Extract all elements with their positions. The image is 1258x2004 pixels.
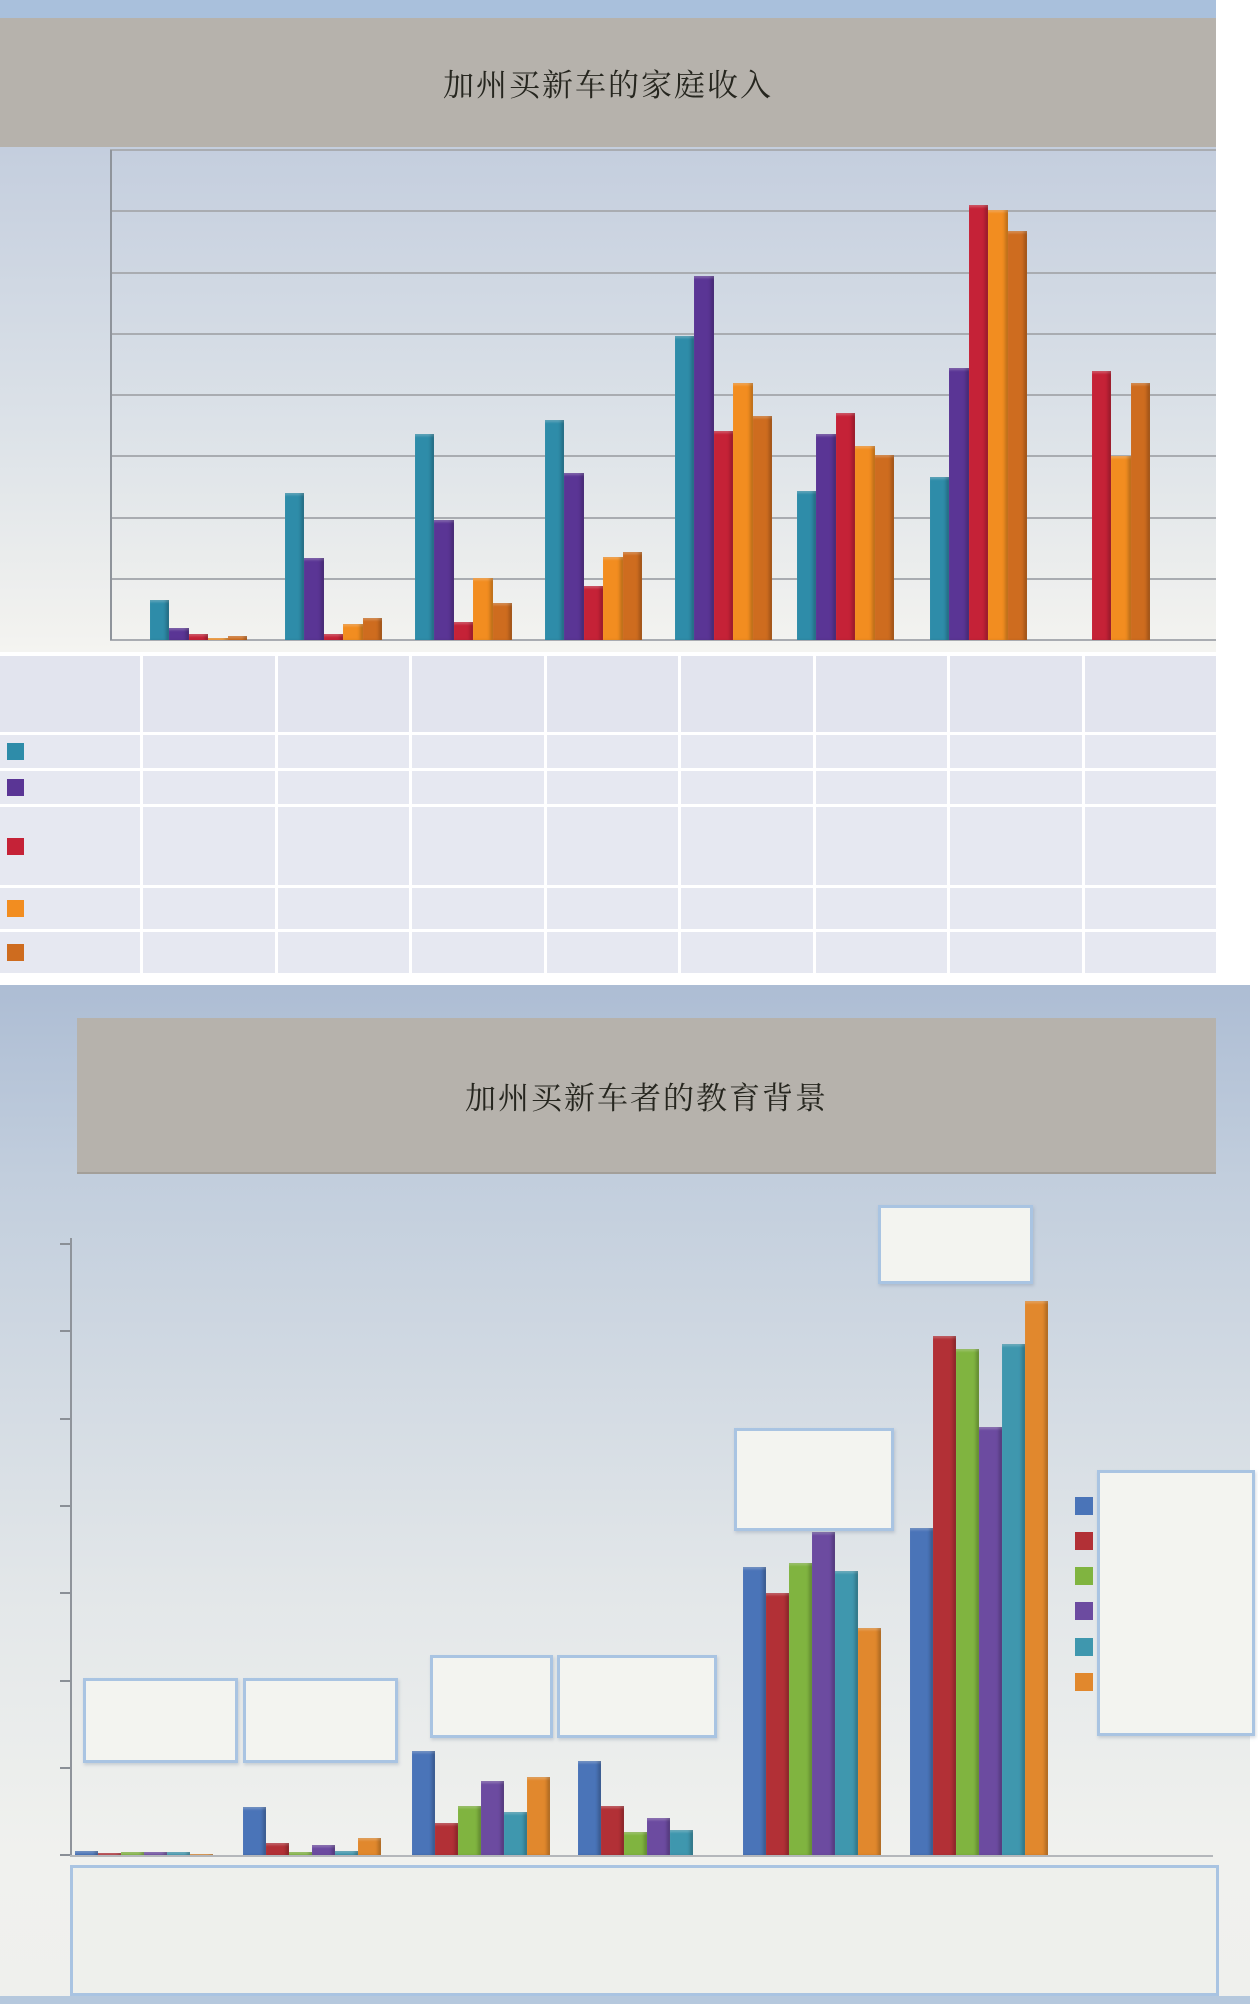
- chart2-legend-box: [1097, 1470, 1255, 1736]
- chart2-ytick-mark: [60, 1243, 70, 1245]
- chart2-annotation-income: [243, 1678, 398, 1763]
- legend-swatch-VOLT: [1075, 1602, 1093, 1620]
- chart2-bar-ICE-g1: [243, 1807, 266, 1855]
- chart2-bar-LEAF-g1: [335, 1851, 358, 1855]
- chart2-bar-Hybrid-g5: [933, 1336, 956, 1855]
- legend-swatch-Hybrid: [1075, 1532, 1093, 1550]
- chart2-ytick-mark: [60, 1330, 70, 1332]
- chart2-bar-VOLT-g5: [979, 1427, 1002, 1855]
- chart2-baseline: [70, 1855, 1213, 1857]
- chart2-bar-PRUIS-g3: [624, 1832, 647, 1855]
- chart2-bar-VOLT-g0: [144, 1852, 167, 1856]
- chart2-bar-ICE-g2: [412, 1751, 435, 1855]
- chart2-annotation-income: [557, 1655, 717, 1738]
- chart2-bar-ICE-g0: [75, 1851, 98, 1855]
- chart2-annotation-income: [878, 1205, 1033, 1284]
- chart2-bar-TESLA-g0: [190, 1854, 213, 1855]
- chart2-bar-LEAF-g4: [835, 1571, 858, 1855]
- chart2-bar-Hybrid-g3: [601, 1806, 624, 1855]
- chart2-annotation-income: [430, 1655, 553, 1738]
- chart2-ytick-mark: [60, 1505, 70, 1507]
- chart2-ytick-mark: [60, 1592, 70, 1594]
- chart2-annotation-income: [83, 1678, 238, 1763]
- chart2-ytick-mark: [60, 1767, 70, 1769]
- chart2-bar-Hybrid-g4: [766, 1593, 789, 1855]
- chart2-bar-LEAF-g5: [1002, 1344, 1025, 1855]
- chart2-bottom-strip: [0, 1996, 1250, 2004]
- chart2-bar-PRUIS-g1: [289, 1852, 312, 1856]
- chart2-bar-LEAF-g0: [167, 1852, 190, 1855]
- legend-swatch-LEAF: [1075, 1638, 1093, 1656]
- chart2-bar-VOLT-g4: [812, 1532, 835, 1855]
- chart2-bar-PRUIS-g0: [121, 1852, 144, 1855]
- chart2-bar-PRUIS-g5: [956, 1349, 979, 1855]
- chart2-bar-PRUIS-g2: [458, 1806, 481, 1855]
- chart2-bar-ICE-g5: [910, 1528, 933, 1855]
- chart2-bar-TESLA-g1: [358, 1838, 381, 1856]
- chart2-title-bar: [77, 1018, 1216, 1174]
- chart2-annotation-income: [734, 1428, 894, 1531]
- chart2-bar-ICE-g4: [743, 1567, 766, 1855]
- chart2-bar-Hybrid-g0: [98, 1853, 121, 1855]
- chart2-bar-PRUIS-g4: [789, 1563, 812, 1856]
- chart2-y-axis: [70, 1238, 72, 1857]
- legend-swatch-ICE: [1075, 1497, 1093, 1515]
- legend-swatch-PRUIS: [1075, 1567, 1093, 1585]
- chart2-bar-Hybrid-g2: [435, 1823, 458, 1855]
- chart2-xlabel-box: [70, 1865, 1219, 1996]
- chart2-bar-VOLT-g1: [312, 1845, 335, 1855]
- chart2-ytick-mark: [60, 1680, 70, 1682]
- chart2-bar-VOLT-g2: [481, 1781, 504, 1855]
- chart2-bar-TESLA-g2: [527, 1777, 550, 1855]
- chart2-bar-Hybrid-g1: [266, 1843, 289, 1855]
- chart2-bar-LEAF-g2: [504, 1812, 527, 1855]
- chart2-bar-TESLA-g4: [858, 1628, 881, 1855]
- chart2-bar-VOLT-g3: [647, 1818, 670, 1855]
- chart2-bar-LEAF-g3: [670, 1830, 693, 1855]
- chart2-ytick-mark: [60, 1854, 70, 1856]
- legend-swatch-TESLA: [1075, 1673, 1093, 1691]
- chart2-bar-TESLA-g5: [1025, 1301, 1048, 1855]
- chart2-bar-ICE-g3: [578, 1761, 601, 1855]
- chart1-title: 加州买新车的家庭收入: [443, 68, 773, 103]
- chart2-title: 加州买新车者的教育背景: [465, 1080, 828, 1116]
- chart2-ytick-mark: [60, 1418, 70, 1420]
